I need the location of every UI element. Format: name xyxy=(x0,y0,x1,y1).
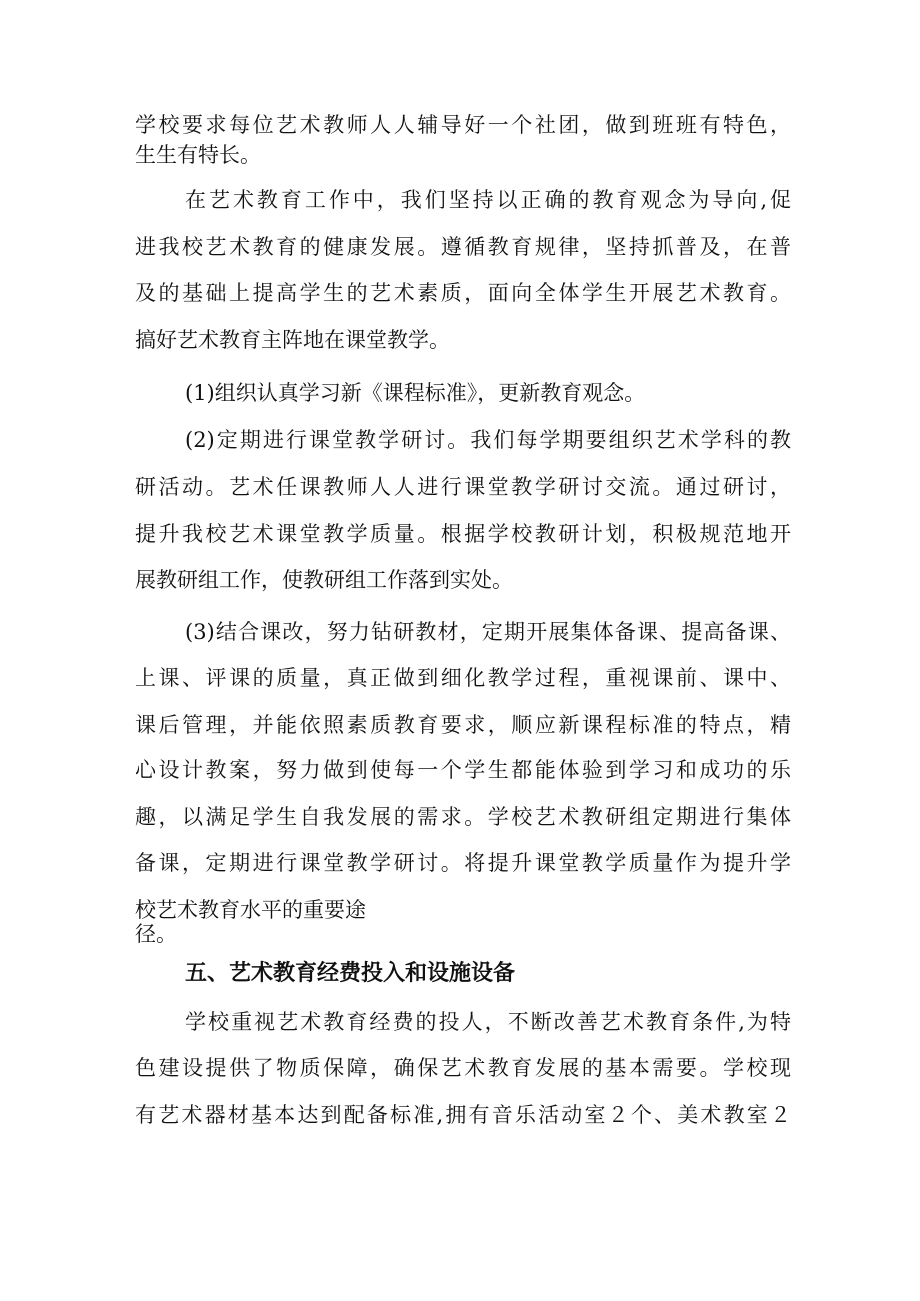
text-line: 心设计教案，努力做到使每一个学生都能体验到学习和成功的乐 xyxy=(135,758,791,782)
text-line: 及的基础上提高学生的艺术素质，面向全体学生开展艺术教育。 xyxy=(135,281,791,305)
text-line: 上课、评课的质量，真正做到细化教学过程，重视课前、课中、 xyxy=(135,666,791,690)
text-line: 色建设提供了物质保障，确保艺术教育发展的基本需要。学校现 xyxy=(135,1056,791,1080)
text-line: 径。 xyxy=(135,922,177,946)
text-line: (2)定期进行课堂教学研讨。我们每学期要组织艺术学科的教 xyxy=(185,428,791,452)
text-line: 校艺术教育水平的重要途 xyxy=(135,898,366,922)
section-heading: 五、艺术教育经费投入和设施设备 xyxy=(185,961,516,986)
text-line: 有艺术器材基本达到配备标准,拥有音乐活动室２个、美术教室２ xyxy=(135,1103,791,1127)
text-line: 进我校艺术教育的健康发展。遵循教育规律，坚持抓普及，在普 xyxy=(135,235,791,259)
text-line: 备课，定期进行课堂教学研讨。将提升课堂教学质量作为提升学 xyxy=(135,851,791,875)
text-line: 生生有特长。 xyxy=(135,143,261,167)
text-line: 提升我校艺术课堂教学质量。根据学校教研计划，积极规范地开 xyxy=(135,522,791,546)
text-line: 在艺术教育工作中，我们坚持以正确的教育观念为导向,促 xyxy=(185,188,791,212)
text-line: 课后管理，并能依照素质教育要求，顺应新课程标准的特点，精 xyxy=(135,713,791,737)
text-line: 展教研组工作，使教研组工作落到实处。 xyxy=(135,568,513,592)
text-line: 研活动。艺术任课教师人人进行课堂教学研讨交流。通过研讨， xyxy=(135,475,791,499)
text-line: (1)组织认真学习新《课程标准》，更新教育观念。 xyxy=(185,381,646,405)
text-line: 趣，以满足学生自我发展的需求。学校艺术教研组定期进行集体 xyxy=(135,805,791,829)
text-line: (3)结合课改，努力钻研教材，定期开展集体备课、提高备课、 xyxy=(185,620,791,644)
text-line: 学校要求每位艺术教师人人辅导好一个社团，做到班班有特色， xyxy=(135,113,791,137)
text-line: 搞好艺术教育主阵地在课堂教学。 xyxy=(135,328,450,352)
text-line: 学校重视艺术教育经费的投人，不断改善艺术教育条件,为特 xyxy=(185,1010,791,1034)
